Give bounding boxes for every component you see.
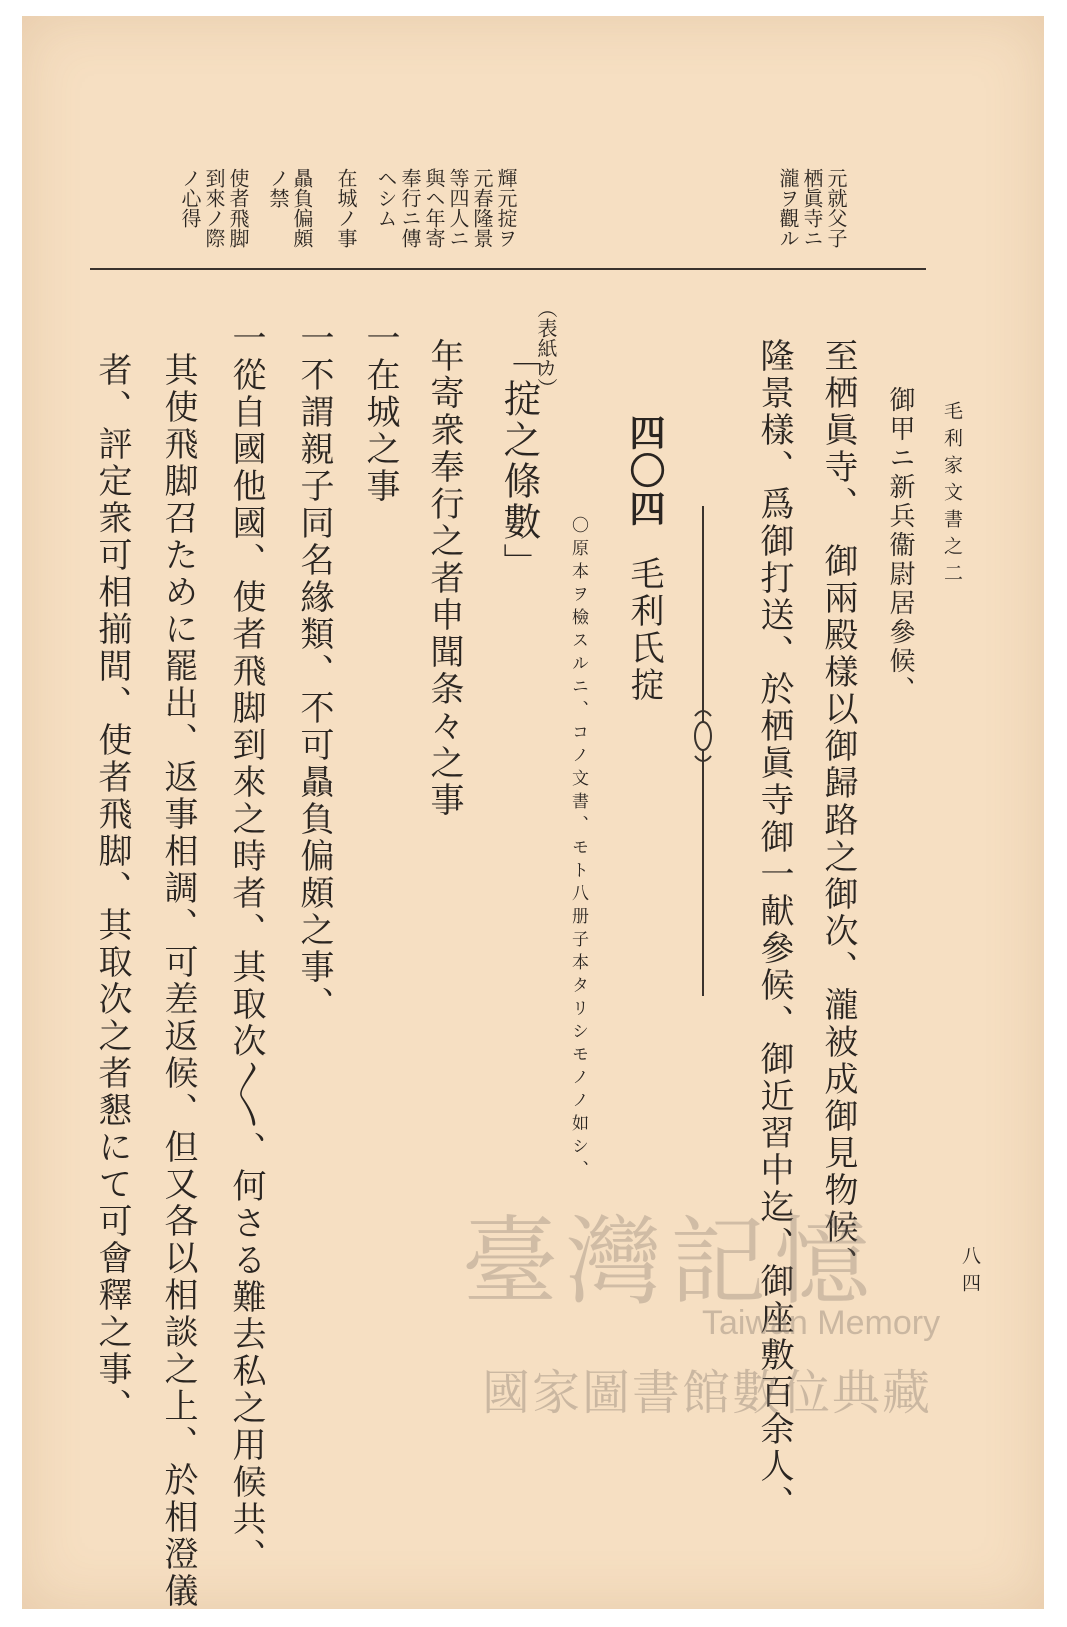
watermark-script: 臺灣記憶 bbox=[462, 1206, 878, 1318]
headnote-line: 在城ノ事 bbox=[334, 168, 358, 248]
editor-note: 〇原本ヲ檢スルニ、コノ文書、モト八册子本タリシモノノ如シ、 bbox=[568, 516, 588, 1183]
headnote-line: ヘシム bbox=[374, 168, 398, 228]
cover-title: 「掟之條數」 bbox=[497, 338, 541, 584]
headnote-line: 贔負偏頗 bbox=[290, 168, 314, 248]
ornament-icon bbox=[690, 676, 716, 796]
headnote-line: 輝元掟ヲ bbox=[494, 168, 518, 248]
watermark-institution: 國家圖書館數位典藏 bbox=[482, 1365, 933, 1421]
prev-text-line: 至栖眞寺、 御兩殿樣以御歸路之御次、瀧被成御見物候、 bbox=[818, 338, 858, 1283]
body-line: 者、評定衆可相揃間、使者飛脚、其取次之者懇にて可會釋之事、 bbox=[92, 352, 132, 1425]
running-title: 毛利家文書之二 bbox=[941, 401, 963, 590]
document-title: 毛利氏掟 bbox=[624, 556, 664, 704]
document-number: 四〇四 bbox=[624, 414, 666, 528]
page-number: 八四 bbox=[959, 1246, 981, 1300]
headnote-line: ノ心得 bbox=[178, 168, 202, 228]
headnote-line: 與ヘ年寄 bbox=[422, 168, 446, 248]
headnote-line: 等四人ニ bbox=[446, 168, 470, 248]
headnote-line: 瀧ヲ觀ル bbox=[776, 168, 800, 248]
headnote-divider bbox=[90, 268, 926, 270]
body-line: 一從自國他國、使者飛脚到來之時者、其取次〳〵、何さる難去私之用候共、 bbox=[226, 320, 266, 1575]
watermark bbox=[452, 1186, 972, 1446]
cover-note: （表紙カ） bbox=[534, 298, 558, 398]
headnote-line: 奉行ニ傳 bbox=[398, 168, 422, 248]
body-line: 一在城之事 bbox=[360, 320, 400, 505]
watermark-latin: Taiwan Memory bbox=[702, 1304, 941, 1342]
headnote-line: 使者飛脚 bbox=[226, 168, 250, 248]
headnote-line: 元就父子 bbox=[824, 168, 848, 248]
document-page bbox=[22, 16, 1044, 1609]
headnote-line: 到來ノ際 bbox=[202, 168, 226, 248]
body-line: 年寄衆奉行之者申聞条々之事 bbox=[424, 338, 464, 819]
body-line: 一不謂親子同名緣類、不可贔負偏頗之事、 bbox=[294, 320, 334, 1023]
prev-text-line: 隆景樣、爲御打送、於栖眞寺御一献參候、御近習中迄、御座敷百余人、 bbox=[754, 338, 794, 1522]
headnote-line: 栖眞寺ニ bbox=[800, 168, 824, 248]
body-line: 其使飛脚召ために罷出、返事相調、可差返候、但又各以相談之上、於相澄儀 bbox=[158, 352, 198, 1610]
headnote-line: 元春隆景 bbox=[470, 168, 494, 248]
prev-text-line: 御甲ニ新兵衞尉居參候、 bbox=[885, 386, 915, 705]
headnote-line: ノ禁 bbox=[266, 168, 290, 208]
